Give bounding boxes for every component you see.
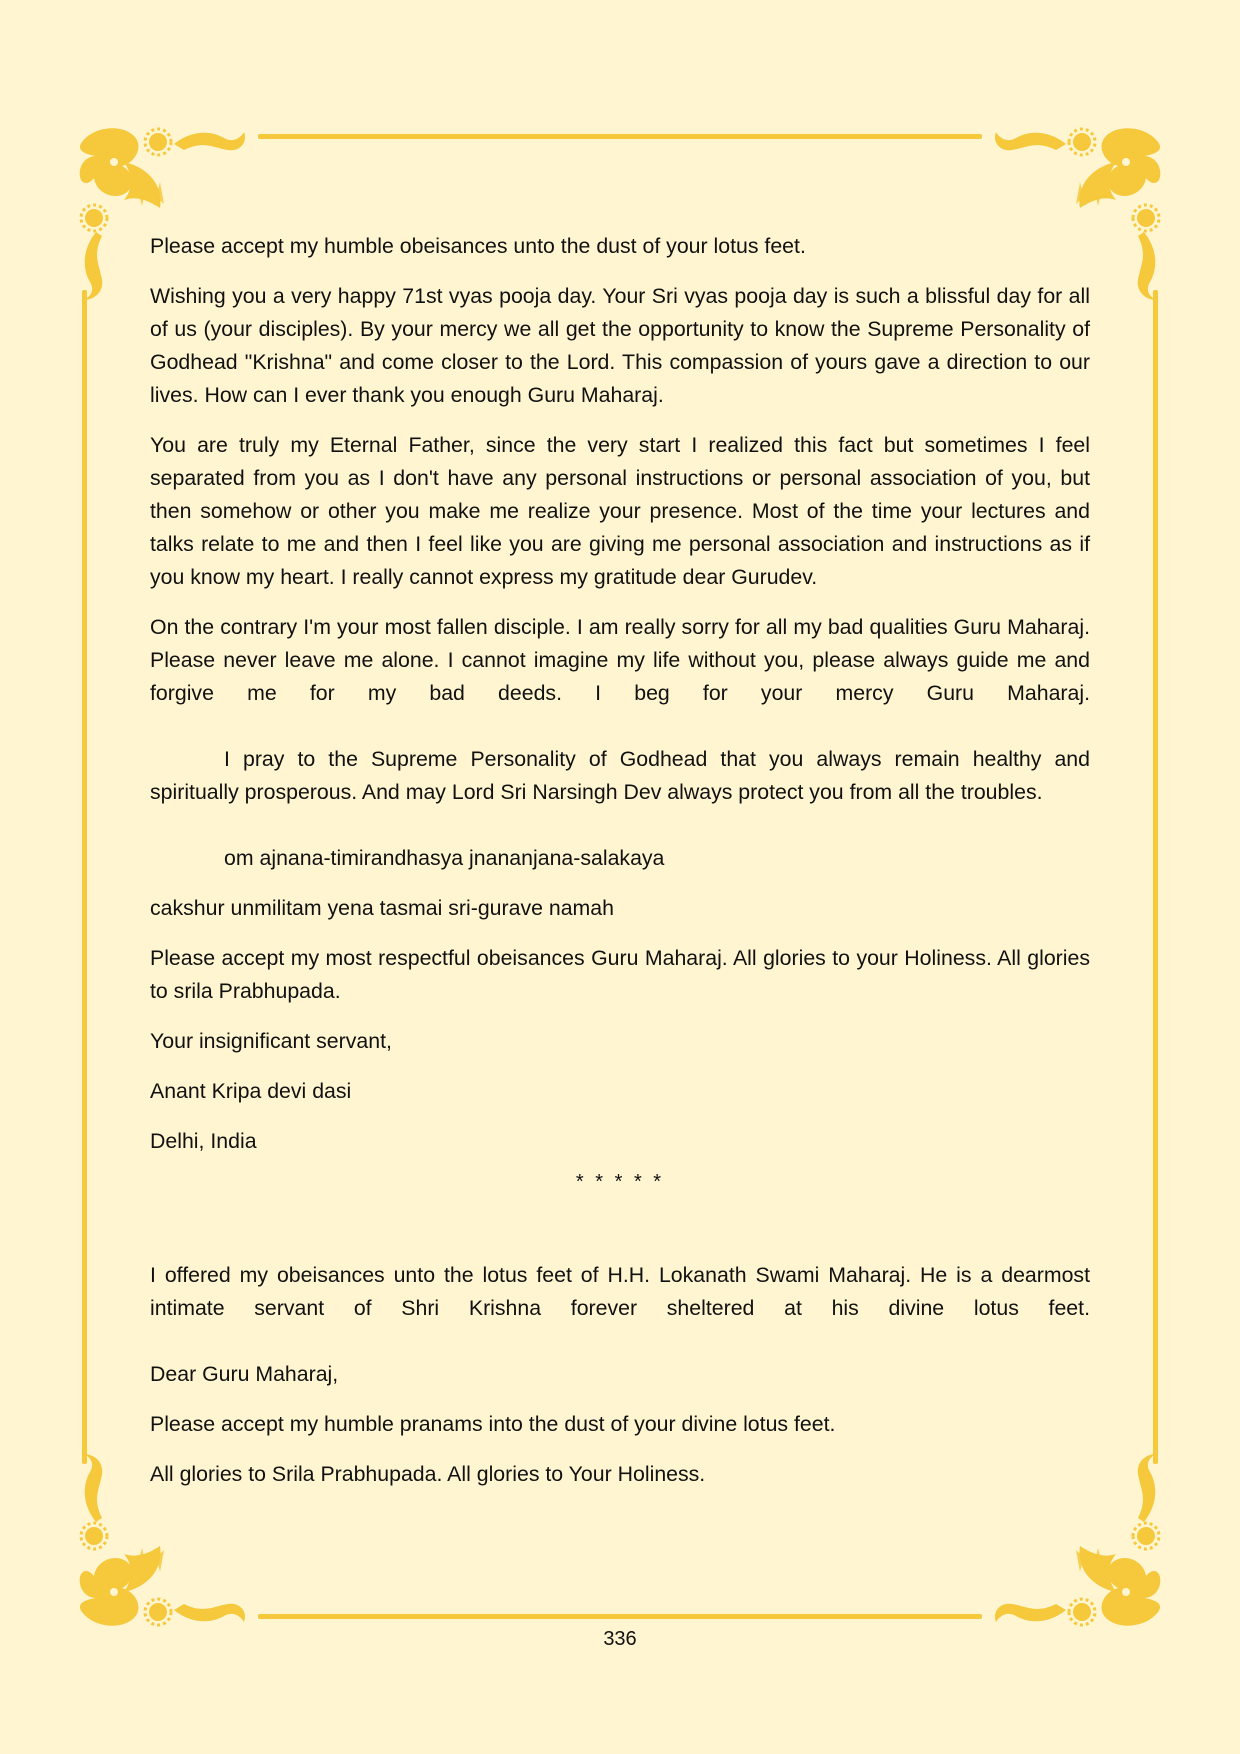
salutation: Dear Guru Maharaj, bbox=[150, 1362, 339, 1386]
paragraph: I pray to the Supreme Personality of Godhead that you always remain healthy and spiritually prosperous. And may Lord Sri Narsingh Dev always protect you from all the troubles. bbox=[150, 747, 1090, 804]
border-line-top bbox=[258, 134, 982, 139]
paragraph: I offered my obeisances unto the lotus feet of H.H. Lokanath Swami Maharaj. He is a dearmost intimate servant of Shri Krishna forever sheltered at his divine lotus feet. bbox=[150, 1263, 1090, 1320]
author-location: Delhi, India bbox=[150, 1129, 257, 1153]
border-line-right bbox=[1153, 290, 1158, 1464]
page-number: 336 bbox=[603, 1628, 637, 1650]
border-line-left bbox=[82, 290, 87, 1464]
opening-line: Please accept my humble obeisances unto the dust of your lotus feet. bbox=[150, 234, 806, 258]
paragraph: On the contrary I'm your most fallen disciple. I am really sorry for all my bad qualities Guru Maharaj. Please never leave me alone. I cannot imagine my life without you, please always guide me and forgive me for my bad deeds. I beg for your mercy Guru Maharaj. bbox=[150, 615, 1090, 705]
opening-line: Please accept my humble pranams into the dust of your divine lotus feet. bbox=[150, 1412, 836, 1436]
letter-body bbox=[150, 230, 1090, 1508]
glorification-line: All glories to Srila Prabhupada. All glories to Your Holiness. bbox=[150, 1462, 706, 1486]
closing-paragraph: Please accept my most respectful obeisances Guru Maharaj. All glories to your Holiness. All glories to srila Prabhupada. bbox=[150, 946, 1090, 1003]
border-line-bottom bbox=[258, 1614, 982, 1619]
paragraph: You are truly my Eternal Father, since the very start I realized this fact but sometimes I feel separated from you as I don't have any personal instructions or personal association of you, but then somehow or other you make me realize your presence. Most of the time your lectures and talks relate to me and then I feel like you are giving me personal association and instructions as if you know my heart. I really cannot express my gratitude dear Gurudev. bbox=[150, 433, 1090, 589]
verse-line: om ajnana-timirandhasya jnananjana-salakaya bbox=[224, 846, 665, 870]
section-separator: * * * * * bbox=[575, 1171, 665, 1193]
author-name: Anant Kripa devi dasi bbox=[150, 1079, 352, 1103]
paragraph: Wishing you a very happy 71st vyas pooja day. Your Sri vyas pooja day is such a blissful day for all of us (your disciples). By your mercy we all get the opportunity to know the Supreme Personality of Godhead "Krishna" and come closer to the Lord. This compassion of yours gave a direction to our lives. How can I ever thank you enough Guru Maharaj. bbox=[150, 284, 1090, 407]
signoff: Your insignificant servant, bbox=[150, 1029, 392, 1053]
verse-line: cakshur unmilitam yena tasmai sri-gurave namah bbox=[150, 896, 614, 920]
